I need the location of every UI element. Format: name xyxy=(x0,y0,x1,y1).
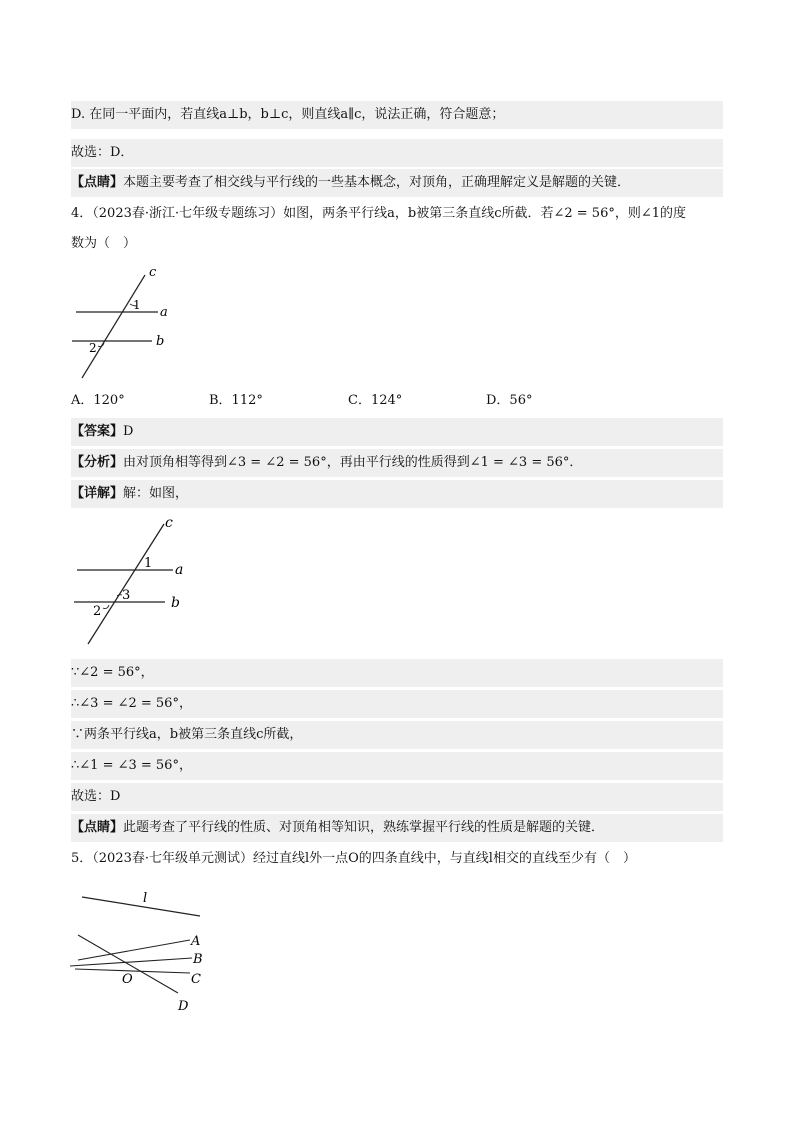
comment-tag: 【点睛】 xyxy=(71,820,124,835)
q4-label-b: b xyxy=(156,334,165,349)
q5-label-a: A xyxy=(191,934,201,949)
q4-analysis xyxy=(71,449,723,477)
q4-label-1: 1 xyxy=(133,298,141,312)
fig2-label-b: b xyxy=(171,595,180,611)
detail-text: 解：如图， xyxy=(123,486,189,501)
q5-label-d: D xyxy=(178,999,189,1014)
detail-tag: 【详解】 xyxy=(71,486,124,501)
q4-label-c: c xyxy=(149,265,157,280)
step-1: ∵∠2 = 56°， xyxy=(71,659,723,687)
q5-label-b: B xyxy=(193,952,203,967)
q4-label-2: 2 xyxy=(89,341,97,355)
answer-value: D xyxy=(123,424,134,439)
comment-tag: 【点睛】 xyxy=(71,175,124,190)
answer-tag: 【答案】 xyxy=(71,424,124,439)
q4-figure xyxy=(70,262,180,384)
fig2-label-a: a xyxy=(175,562,184,578)
comment-text: 本题主要考查了相交线与平行线的一些基本概念，对顶角，正确理解定义是解题的关键． xyxy=(123,175,631,190)
q4-option-a: A．120° xyxy=(71,393,125,408)
q4-comment xyxy=(71,814,723,842)
q4-option-d: D．56° xyxy=(486,393,533,408)
comment-text: 此题考查了平行线的性质、对顶角相等知识，熟练掌握平行线的性质是解题的关键． xyxy=(123,820,605,835)
q5-label-o: O xyxy=(122,972,133,987)
fig2-label-2: 2 xyxy=(93,604,102,619)
q5-figure xyxy=(70,885,220,1015)
q4-detail-figure-box xyxy=(71,512,187,650)
step-2: ∴∠3 = ∠2 = 56°， xyxy=(71,690,723,718)
analysis-tag: 【分析】 xyxy=(71,455,124,470)
q5-label-l: l xyxy=(143,891,148,906)
prev-answer: 故选：D． xyxy=(71,139,723,167)
step-5: 故选：D xyxy=(71,783,723,811)
analysis-text: 由对顶角相等得到∠3 = ∠2 = 56°，再由平行线的性质得到∠1 = ∠3 = 56°． xyxy=(123,455,583,470)
q4-answer xyxy=(71,418,723,446)
fig2-label-3: 3 xyxy=(122,588,131,603)
prev-comment xyxy=(71,169,723,197)
q4-detail-figure xyxy=(71,512,187,650)
option-d-explanation: D. 在同一平面内，若直线a⊥b，b⊥c，则直线a∥c，说法正确，符合题意； xyxy=(71,101,723,129)
step-4: ∴∠1 = ∠3 = 56°， xyxy=(71,752,723,780)
q4-detail xyxy=(71,480,723,508)
q4-option-c: C．124° xyxy=(348,393,403,408)
q4-stem-line1: 4．（2023春·浙江·七年级专题练习）如图，两条平行线a，b被第三条直线c所截．若∠2 = 56°，则∠1的度 xyxy=(71,200,723,228)
q4-label-a: a xyxy=(160,305,168,320)
step-3: ∵两条平行线a，b被第三条直线c所截， xyxy=(71,721,723,749)
q5-stem: 5．（2023春·七年级单元测试）经过直线l外一点O的四条直线中，与直线l相交的直线至少有（ ） xyxy=(71,845,723,873)
q4-stem-line2: 数为（ ） xyxy=(71,230,723,258)
q5-label-c: C xyxy=(191,972,201,987)
fig2-label-c: c xyxy=(165,515,173,531)
q4-option-b: B．112° xyxy=(209,393,263,408)
fig2-label-1: 1 xyxy=(144,556,153,571)
